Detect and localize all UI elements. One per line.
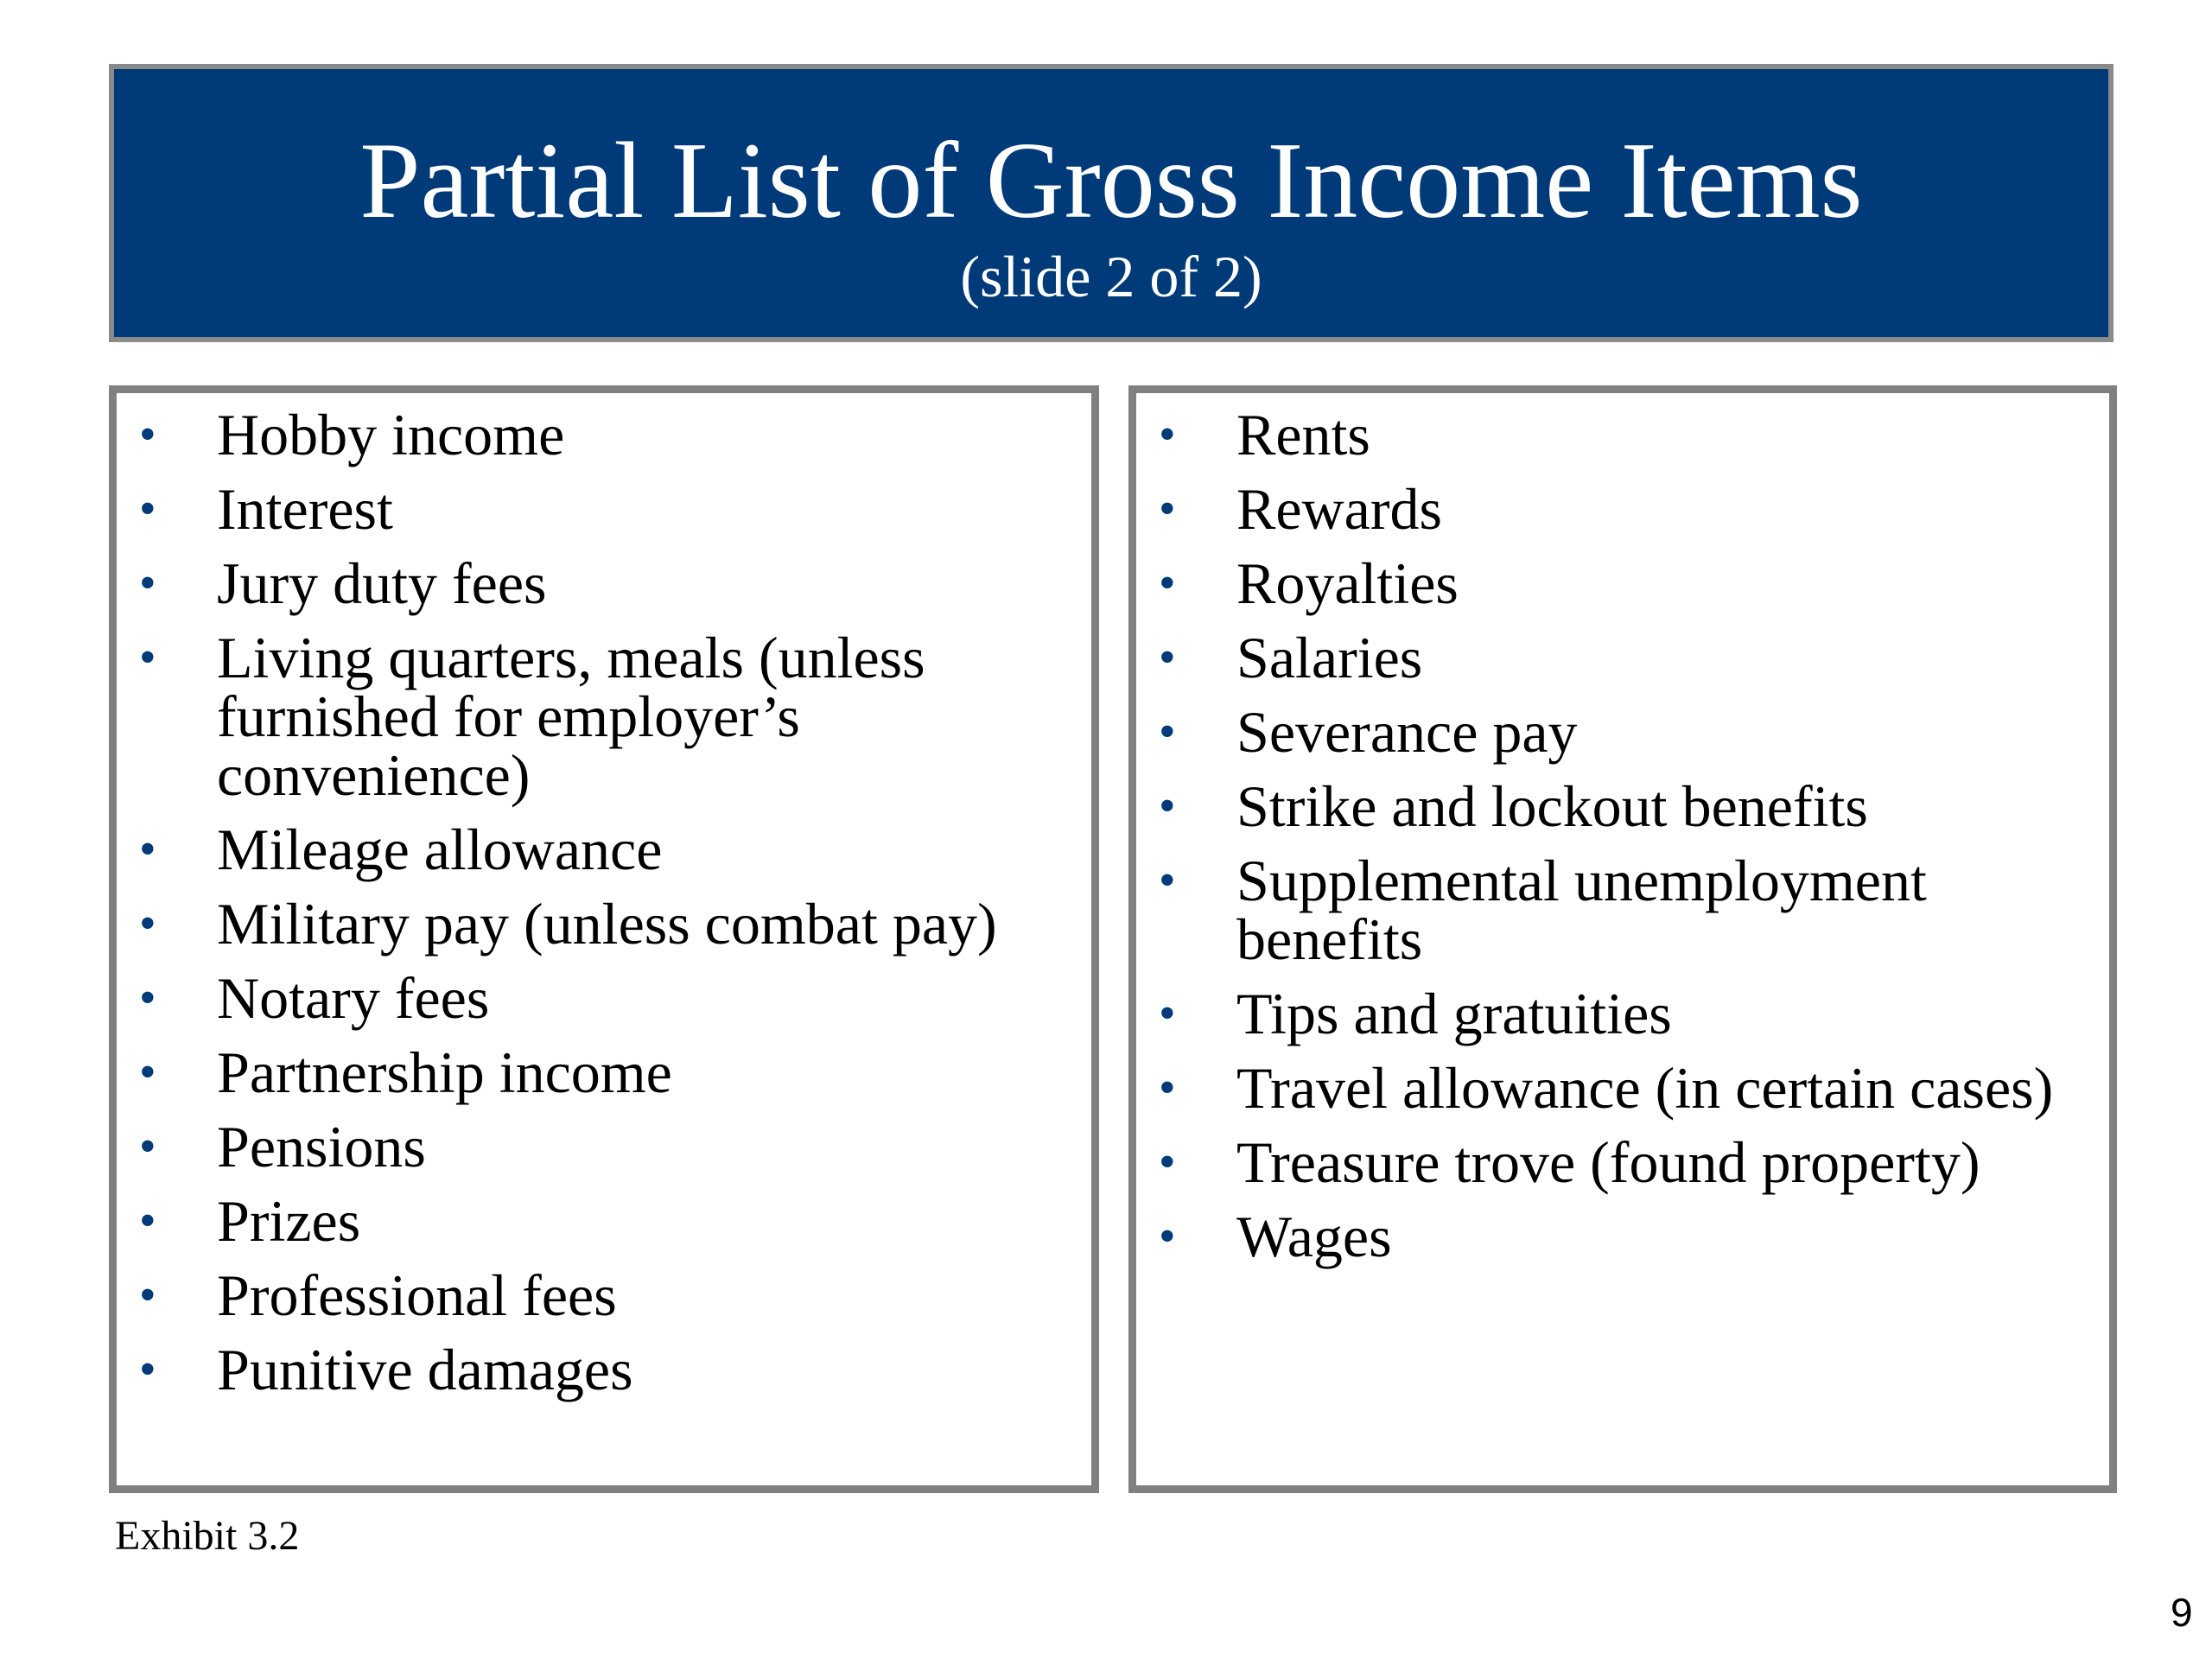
list-item-text: Wages (1236, 1204, 1392, 1269)
bullet-icon: • (139, 631, 156, 684)
bullet-icon: • (1159, 482, 1176, 536)
list-item (117, 965, 1091, 1031)
bullet-icon: • (139, 482, 156, 536)
list-item-text: Interest (217, 476, 393, 542)
list-item (1136, 476, 2109, 542)
list-item (1136, 699, 2109, 765)
list-item (117, 1039, 1091, 1105)
list-item-text: Strike and lockout benefits (1236, 773, 1868, 839)
list-item (1136, 625, 2109, 690)
list-item (117, 1337, 1091, 1402)
list-item (1136, 981, 2109, 1046)
list-item-text: Rents (1236, 402, 1370, 467)
list-item-text: Partnership income (217, 1039, 672, 1105)
right-income-list (1136, 393, 2109, 1269)
page-number: 9 (2171, 1590, 2193, 1635)
bullet-icon: • (139, 1268, 156, 1322)
slide-subtitle: (slide 2 of 2) (960, 244, 1262, 309)
bullet-icon: • (1159, 556, 1176, 610)
bullet-icon: • (139, 1194, 156, 1248)
list-item (117, 625, 1091, 808)
list-item-text: Tips and gratuities (1236, 981, 1672, 1046)
bullet-icon: • (139, 1120, 156, 1173)
list-item-text: Travel allowance (in certain cases) (1236, 1055, 2054, 1121)
bullet-icon: • (139, 556, 156, 610)
title-banner (109, 64, 2113, 342)
list-item-text: Professional fees (217, 1262, 617, 1328)
right-column-panel (1128, 385, 2117, 1493)
list-item-text: Supplemental unemployment benefits (1236, 848, 1927, 972)
list-item-text: Jury duty fees (217, 550, 547, 616)
list-item (1136, 1055, 2109, 1121)
list-item-text: Military pay (unless combat pay) (217, 891, 997, 957)
list-item (117, 891, 1091, 957)
bullet-icon: • (1159, 631, 1176, 684)
left-column-panel (109, 385, 1099, 1493)
left-income-list (117, 393, 1091, 1402)
bullet-icon: • (1159, 854, 1176, 907)
bullet-icon: • (139, 897, 156, 950)
list-item-text: Pensions (217, 1114, 426, 1179)
list-item (1136, 1129, 2109, 1195)
bullet-icon: • (139, 1046, 156, 1099)
list-item (117, 402, 1091, 467)
list-item-text: Salaries (1236, 625, 1423, 690)
list-item-text: Punitive damages (217, 1337, 633, 1402)
list-item (117, 1114, 1091, 1179)
bullet-icon: • (1159, 1061, 1176, 1115)
list-item (1136, 773, 2109, 839)
bullet-icon: • (1159, 987, 1176, 1040)
list-item (117, 817, 1091, 882)
list-item (1136, 1204, 2109, 1269)
bullet-icon: • (1159, 408, 1176, 461)
list-item (1136, 550, 2109, 616)
list-item-text: Rewards (1236, 476, 1442, 542)
bullet-icon: • (1159, 705, 1176, 759)
slide-title: Partial List of Gross Income Items (359, 121, 1863, 241)
bullet-icon: • (1159, 779, 1176, 833)
list-item (1136, 848, 2109, 972)
list-item-text: Severance pay (1236, 699, 1578, 765)
list-item-text: Prizes (217, 1188, 361, 1254)
list-item (117, 476, 1091, 542)
list-item (117, 550, 1091, 616)
list-item-text: Mileage allowance (217, 817, 663, 882)
bullet-icon: • (1159, 1135, 1176, 1189)
bullet-icon: • (139, 823, 156, 876)
list-item-text: Living quarters, meals (unless furnished for employer’s convenience) (217, 625, 925, 808)
list-item-text: Notary fees (217, 965, 490, 1031)
list-item-text: Treasure trove (found property) (1236, 1129, 1980, 1195)
list-item-text: Hobby income (217, 402, 565, 467)
bullet-icon: • (1159, 1210, 1176, 1263)
list-item (117, 1188, 1091, 1254)
list-item (1136, 402, 2109, 467)
bullet-icon: • (139, 1343, 156, 1396)
list-item (117, 1262, 1091, 1328)
exhibit-caption: Exhibit 3.2 (115, 1513, 300, 1559)
list-item-text: Royalties (1236, 550, 1459, 616)
bullet-icon: • (139, 971, 156, 1025)
bullet-icon: • (139, 408, 156, 461)
